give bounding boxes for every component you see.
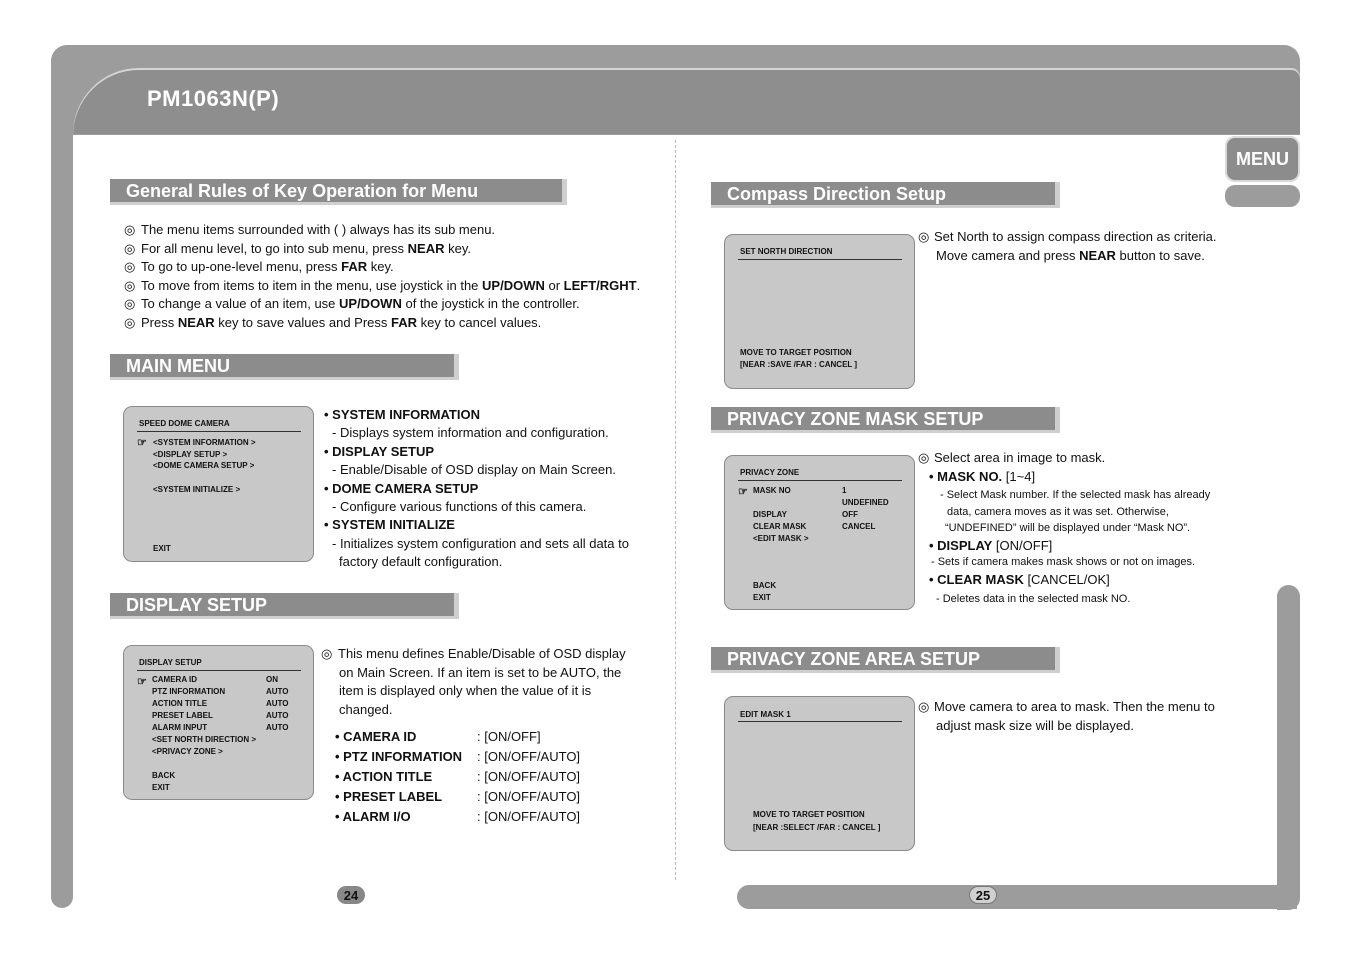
screen-row-value: OFF <box>842 510 858 519</box>
screen-row-value: AUTO <box>266 699 289 708</box>
menu-item-description: - Configure various functions of this camera. <box>332 499 587 514</box>
screen-exit: EXIT <box>152 783 170 792</box>
screen-exit: EXIT <box>153 544 171 553</box>
option-label: • CAMERA ID <box>335 729 417 744</box>
intro-line: on Main Screen. If an item is set to be AUTO, the <box>339 664 622 680</box>
screen-row-value: AUTO <box>266 723 289 732</box>
menu-item-heading: • SYSTEM INFORMATION <box>324 407 480 422</box>
rule-item: For all menu level, to go into sub menu, press NEAR key. <box>141 240 471 256</box>
option-label: • PRESET LABEL <box>335 789 443 804</box>
screen-underline <box>137 670 301 671</box>
mask-no-description: - Select Mask number. If the selected mask has already <box>940 489 1211 501</box>
intro-line: changed. <box>339 701 393 717</box>
screen-row-value: ON <box>266 675 278 684</box>
left-frame-bar <box>51 120 73 908</box>
double-circle-bullet-icon: ◎ <box>321 646 333 661</box>
intro-line: item is displayed only when the value of it is <box>339 683 592 699</box>
double-circle-bullet-icon: ◎ <box>124 240 136 256</box>
privacy-zone-screen <box>724 455 915 610</box>
pointing-hand-icon: ☞ <box>137 437 147 449</box>
screen-row-label: <SET NORTH DIRECTION > <box>152 735 257 744</box>
page-divider <box>675 140 676 880</box>
menu-item-description: - Displays system information and configuration. <box>332 425 609 441</box>
compass-line: Move camera and press NEAR button to save. <box>936 248 1205 263</box>
screen-heading: DISPLAY SETUP <box>139 658 202 667</box>
option-value: : [ON/OFF/AUTO] <box>477 789 581 804</box>
screen-row-value: UNDEFINED <box>842 498 889 507</box>
option-value: : [ON/OFF/AUTO] <box>477 809 581 824</box>
rule-item: To move from items to item in the menu, use joystick in the UP/DOWN or LEFT/RGHT. <box>141 277 641 293</box>
menu-item-heading: • DOME CAMERA SETUP <box>324 480 479 496</box>
option-label: • PTZ INFORMATION <box>335 749 463 764</box>
screen-heading: PRIVACY ZONE <box>740 468 800 477</box>
mask-no-description: “UNDEFINED” will be displayed under “Mask NO”. <box>945 522 1191 534</box>
display-option: • DISPLAY [ON/OFF] <box>929 538 1053 553</box>
page-number-right: 25 <box>969 886 997 904</box>
screen-row-value: CANCEL <box>842 522 876 531</box>
rule-item: To go to up-one-level menu, press FAR key. <box>141 259 394 275</box>
screen-underline <box>137 431 301 432</box>
double-circle-bullet-icon: ◎ <box>124 259 136 275</box>
screen-line: [NEAR :SELECT /FAR : CANCEL ] <box>753 823 881 832</box>
clear-mask-option: • CLEAR MASK [CANCEL/OK] <box>929 572 1110 587</box>
mask-no-description: data, camera moves as it was set. Otherwise, <box>947 505 1169 518</box>
screen-line: MOVE TO TARGET POSITION <box>740 348 852 357</box>
option-label: • ACTION TITLE <box>335 769 433 784</box>
screen-row-label: PRESET LABEL <box>152 711 213 720</box>
option-value: : [ON/OFF] <box>477 729 541 744</box>
display-description: - Sets if camera makes mask shows or not on images. <box>931 556 1196 568</box>
section-privacy-mask: PRIVACY ZONE MASK SETUP <box>711 407 1060 433</box>
section-display-setup: DISPLAY SETUP <box>110 593 459 619</box>
privacy-area-line: Move camera to area to mask. Then the menu to <box>934 699 1215 714</box>
clear-mask-description: - Deletes data in the selected mask NO. <box>936 593 1131 605</box>
screen-underline <box>738 480 902 481</box>
double-circle-bullet-icon: ◎ <box>918 450 930 465</box>
menu-item-heading: • DISPLAY SETUP <box>324 443 435 459</box>
screen-exit: EXIT <box>753 593 771 602</box>
rule-item: To change a value of an item, use UP/DOWN of the joystick in the controller. <box>141 296 580 312</box>
screen-heading: EDIT MASK 1 <box>740 710 791 719</box>
double-circle-bullet-icon: ◎ <box>124 296 136 312</box>
menu-tab-lower <box>1225 185 1300 207</box>
compass-screen <box>724 234 915 389</box>
screen-row-label: MASK NO <box>753 486 791 495</box>
section-main-menu: MAIN MENU <box>110 354 459 380</box>
section-general-rules: General Rules of Key Operation for Menu <box>110 179 567 205</box>
display-setup-screen <box>123 645 314 800</box>
menu-item-description: - Enable/Disable of OSD display on Main Screen. <box>332 462 616 478</box>
edit-mask-screen <box>724 696 915 851</box>
screen-row-label: ACTION TITLE <box>152 699 208 708</box>
screen-row-label: DISPLAY <box>753 510 787 519</box>
screen-underline <box>738 259 902 260</box>
screen-row-value: AUTO <box>266 711 289 720</box>
double-circle-bullet-icon: ◎ <box>918 699 930 714</box>
screen-line: MOVE TO TARGET POSITION <box>753 810 865 819</box>
screen-row-label: PTZ INFORMATION <box>152 687 226 696</box>
screen-line: <SYSTEM INFORMATION > <box>153 438 256 447</box>
screen-row-value: 1 <box>842 486 847 495</box>
option-label: • ALARM I/O <box>335 809 411 824</box>
screen-back: BACK <box>753 581 777 590</box>
compass-line: Set North to assign compass direction as criteria. <box>934 229 1217 244</box>
document-title: PM1063N(P) <box>147 86 280 111</box>
screen-line: <SYSTEM INITIALIZE > <box>153 485 241 494</box>
page-number-left: 24 <box>337 886 365 904</box>
pointing-hand-icon: ☞ <box>137 676 147 688</box>
menu-tab[interactable]: MENU <box>1225 136 1300 182</box>
right-frame-bar <box>1277 585 1300 910</box>
menu-item-description: - Initializes system configuration and sets all data to <box>332 535 629 551</box>
rule-item: Press NEAR key to save values and Press FAR key to cancel values. <box>141 315 542 330</box>
double-circle-bullet-icon: ◎ <box>124 277 136 293</box>
rule-item: The menu items surrounded with ( ) always has its sub menu. <box>141 222 496 237</box>
screen-underline <box>738 721 902 722</box>
screen-row-label: <EDIT MASK > <box>753 534 809 543</box>
option-value: : [ON/OFF/AUTO] <box>477 769 581 784</box>
intro-line: This menu defines Enable/Disable of OSD display <box>338 646 626 661</box>
screen-back: BACK <box>152 771 176 780</box>
double-circle-bullet-icon: ◎ <box>124 222 136 237</box>
section-privacy-area: PRIVACY ZONE AREA SETUP <box>711 647 1060 673</box>
screen-row-label: CAMERA ID <box>152 675 198 684</box>
screen-line: [NEAR :SAVE /FAR : CANCEL ] <box>740 360 858 369</box>
double-circle-bullet-icon: ◎ <box>124 315 136 330</box>
double-circle-bullet-icon: ◎ <box>918 229 930 244</box>
screen-line: <DOME CAMERA SETUP > <box>153 461 255 470</box>
screen-row-label: ALARM INPUT <box>152 723 208 732</box>
screen-row-label: CLEAR MASK <box>753 522 807 531</box>
mask-no-option: • MASK NO. [1~4] <box>929 469 1036 484</box>
pointing-hand-icon: ☞ <box>738 486 748 498</box>
screen-row-value: AUTO <box>266 687 289 696</box>
main-menu-screen <box>123 406 314 562</box>
section-compass: Compass Direction Setup <box>711 182 1060 208</box>
menu-item-description: factory default configuration. <box>339 554 503 570</box>
menu-item-heading: • SYSTEM INITIALIZE <box>324 517 455 533</box>
privacy-area-line: adjust mask size will be displayed. <box>936 717 1134 733</box>
screen-heading: SET NORTH DIRECTION <box>740 247 833 256</box>
screen-line: <DISPLAY SETUP > <box>153 450 228 459</box>
option-value: : [ON/OFF/AUTO] <box>477 749 581 764</box>
screen-heading: SPEED DOME CAMERA <box>139 419 230 428</box>
bottom-frame-bar <box>737 885 1297 909</box>
screen-row-label: <PRIVACY ZONE > <box>152 747 223 756</box>
privacy-intro: Select area in image to mask. <box>934 450 1106 465</box>
